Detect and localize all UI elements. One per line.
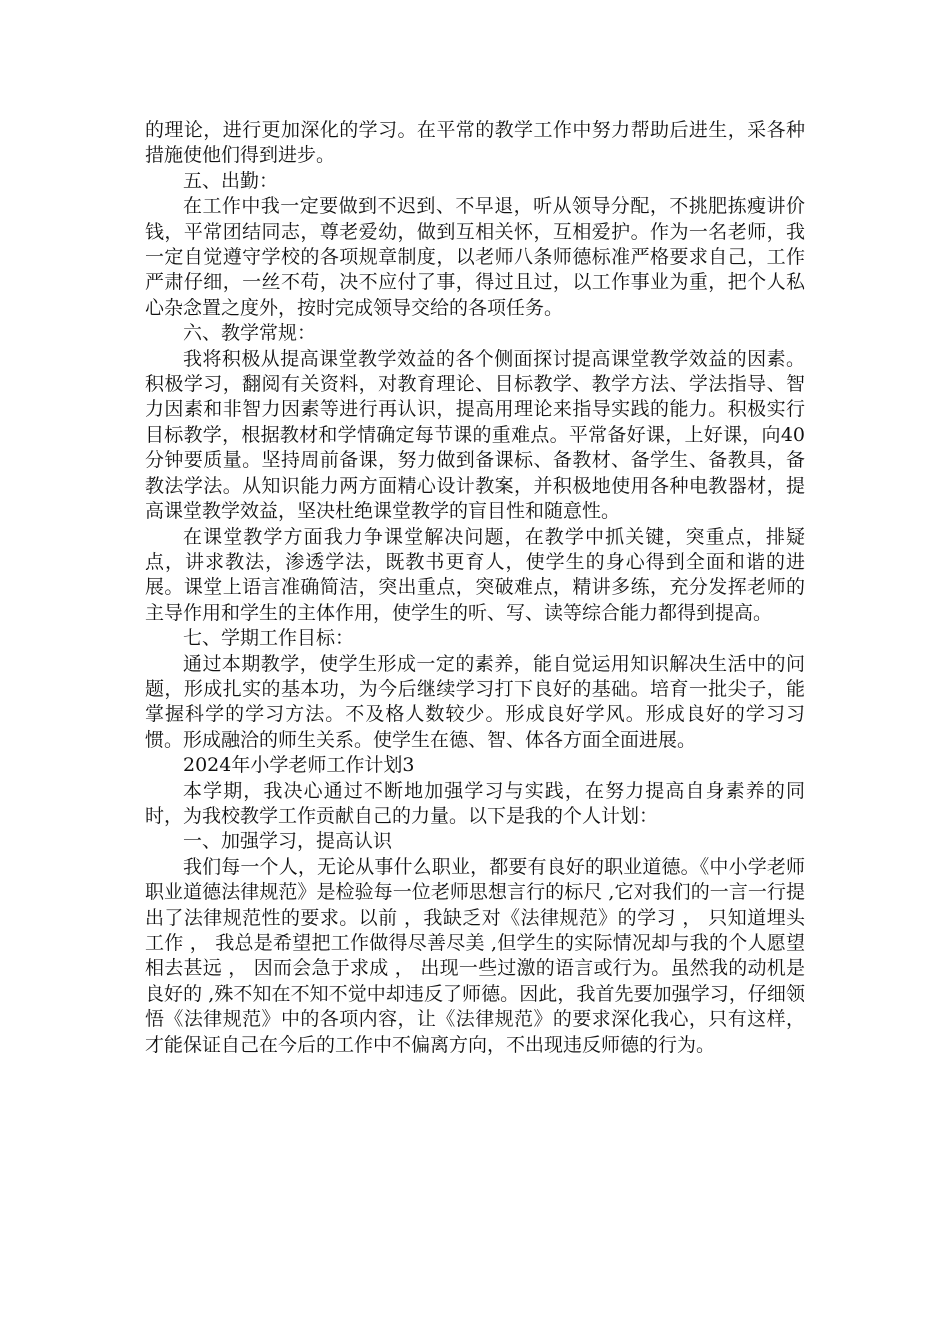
document-page bbox=[145, 118, 805, 1058]
paragraph-plan-intro: 本学期，我决心通过不断地加强学习与实践，在努力提高自身素养的同时，为我校教学工作贡献自己的力量。以下是我的个人计划： bbox=[145, 779, 805, 827]
section-heading-semester-goals: 七、学期工作目标： bbox=[183, 627, 355, 650]
paragraph-continued: 的理论，进行更加深化的学习。在平常的教学工作中努力帮助后进生，采各种措施使他们得到进步。 bbox=[145, 119, 805, 167]
paragraph-strengthen-learning: 我们每一个人，无论从事什么职业，都要有良好的职业道德。《中小学老师职业道德法律规范》是检验每一位老师思想言行的标尺 ,它对我们的一言一行提出了法律规范性的要求。以前 ，我缺乏对《法律规范》的学习 ， 只知道埋头工作 ， 我总是希望把工作做得尽善尽美 ,但学生的实际情况却与我的个人愿望相去甚远 ， 因而会急于求成 ， 出现一些过激的语言或行为。虽然我的动机是良好的 ,殊不知在不知不觉中却违反了师德。因此，我首先要加强学习，仔细领悟《法律规范》中的各项内容，让《法律规范》的要求深化我心，只有这样，才能保证自己在今后的工作中不偏离方向，不出现违反师德的行为。 bbox=[145, 855, 805, 1056]
paragraph-teaching-routine: 我将积极从提高课堂教学效益的各个侧面探讨提高课堂教学效益的因素。积极学习，翻阅有关资料，对教育理论、目标教学、教学方法、学法指导、智力因素和非智力因素等进行再认识，提高用理论来指导实践的能力。积极实行目标教学，根据教材和学情确定每节课的重难点。平常备好课，上好课，向40分钟要质量。坚持周前备课，努力做到备课标、备教材、备学生、备教具，备教法学法。从知识能力两方面精心设计教案，并积极地使用各种电教器材，提高课堂教学效益，坚决杜绝课堂教学的盲目性和随意性。 bbox=[145, 347, 805, 523]
section-heading-teaching-routine: 六、教学常规： bbox=[183, 322, 317, 345]
paragraph-attendance: 在工作中我一定要做到不迟到、不早退，听从领导分配，不挑肥拣瘦讲价钱，平常团结同志，尊老爱幼，做到互相关怀，互相爱护。作为一名老师，我一定自觉遵守学校的各项规章制度，以老师八条师德标准严格要求自己，工作严肃仔细，一丝不苟，决不应付了事，得过且过，以工作事业为重，把个人私心杂念置之度外，按时完成领导交给的各项任务。 bbox=[145, 195, 805, 319]
paragraph-classroom-teaching: 在课堂教学方面我力争课堂解决问题，在教学中抓关键，突重点，排疑点，讲求教法，渗透学法，既教书更育人，使学生的身心得到全面和谐的进展。课堂上语言准确简洁，突出重点，突破难点，精讲多练，充分发挥老师的主导作用和学生的主体作用，使学生的听、写、读等综合能力都得到提高。 bbox=[145, 525, 805, 624]
section-heading-strengthen-learning: 一、加强学习，提高认识 bbox=[183, 830, 393, 853]
plan-title: 2024年小学老师工作计划3 bbox=[183, 754, 415, 777]
section-heading-attendance: 五、出勤： bbox=[183, 169, 279, 192]
paragraph-semester-goals: 通过本期教学，使学生形成一定的素养，能自觉运用知识解决生活中的问题，形成扎实的基本功，为今后继续学习打下良好的基础。培育一批尖子，能掌握科学的学习方法。不及格人数较少。形成良好学风。形成良好的学习习惯。形成融洽的师生关系。使学生在德、智、体各方面全面进展。 bbox=[145, 652, 805, 751]
